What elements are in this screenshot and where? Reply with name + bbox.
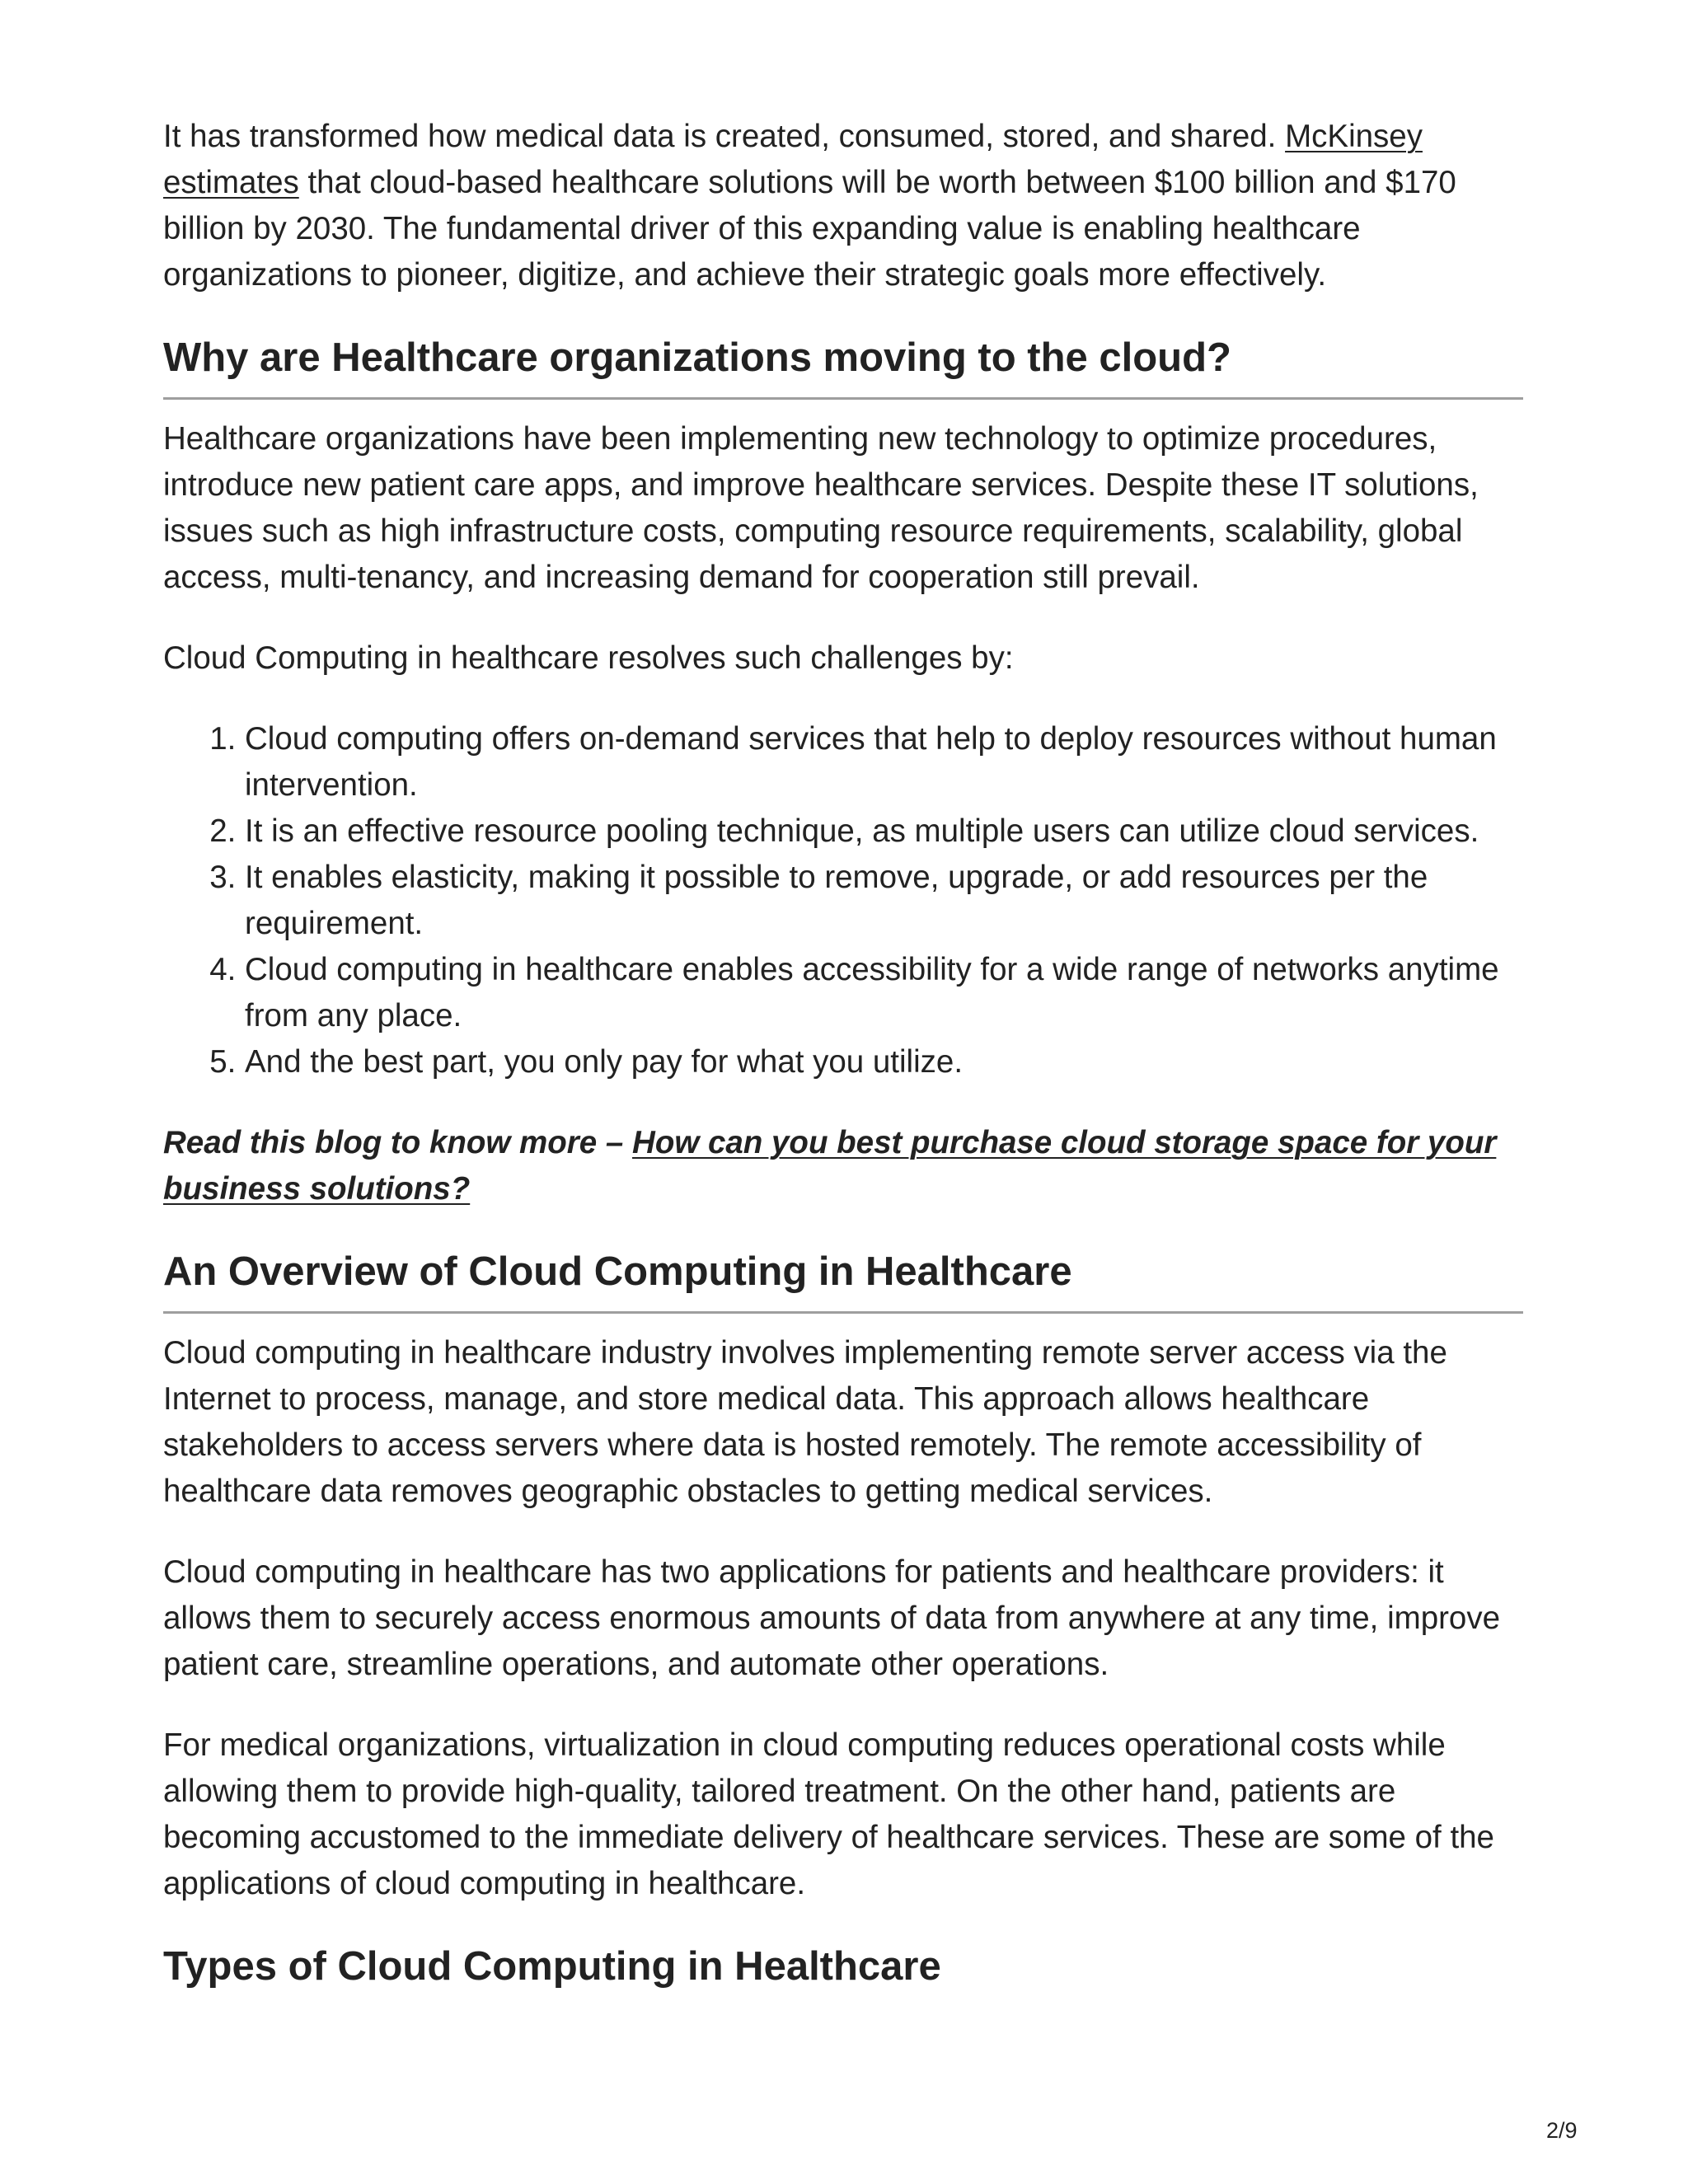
- list-item: 5. And the best part, you only pay for what you utilize.: [245, 1039, 1523, 1085]
- list-item: 2. It is an effective resource pooling technique, as multiple users can utilize cloud services.: [245, 808, 1523, 855]
- section2-paragraph-1: Cloud computing in healthcare industry involves implementing remote server access via the Internet to process, manage, and store medical data. This approach allows healthcare stakeholders to access servers where data is hosted remotely. The remote accessibility of healthcare data removes geographic obstacles to getting medical services.: [163, 1335, 1447, 1509]
- callout-prefix: Read this blog to know more –: [163, 1125, 633, 1160]
- section-heading-why-moving: Why are Healthcare organizations moving to the cloud?: [163, 333, 1523, 400]
- section2-paragraph-3: For medical organizations, virtualization in cloud computing reduces operational costs while allowing them to provide high-quality, tailored treatment. On the other hand, patients are becoming accustomed to the immediate delivery of healthcare services. These are some of the applications of cloud computing in healthcare.: [163, 1727, 1494, 1901]
- intro-paragraph: [163, 114, 1523, 298]
- section1-paragraph-2: Cloud Computing in healthcare resolves such challenges by:: [163, 640, 1014, 676]
- read-more-callout: [163, 1120, 1523, 1212]
- list-item: 3. It enables elasticity, making it possible to remove, upgrade, or add resources per the requirement.: [245, 855, 1523, 947]
- section2-paragraph-2: Cloud computing in healthcare has two applications for patients and healthcare providers: it allows them to securely access enormous amounts of data from anywhere at any time, improve patient care, streamline operations, and automate other operations.: [163, 1554, 1501, 1682]
- intro-text-after-link: that cloud-based healthcare solutions will be worth between $100 billion and $170 billion by 2030. The fundamental driver of this expanding value is enabling healthcare organizations to pioneer, digitize, and achieve their strategic goals more effectively.: [163, 165, 1456, 293]
- list-item: 4. Cloud computing in healthcare enables accessibility for a wide range of networks anytime from any place.: [245, 947, 1523, 1039]
- list-item: 1. Cloud computing offers on-demand services that help to deploy resources without human intervention.: [245, 716, 1523, 808]
- section-heading-types: Types of Cloud Computing in Healthcare: [163, 1944, 941, 1989]
- cloud-storage-blog-link[interactable]: How can you best purchase cloud storage space for your business solutions?: [163, 1125, 1497, 1207]
- section-heading-overview: An Overview of Cloud Computing in Healthcare: [163, 1247, 1523, 1314]
- mckinsey-estimates-link[interactable]: McKinsey estimates: [163, 119, 1423, 200]
- intro-text-before-link: It has transformed how medical data is created, consumed, stored, and shared.: [163, 119, 1286, 154]
- article-body: [163, 114, 1523, 2022]
- benefits-list: [163, 716, 1523, 1085]
- page-number: 2/9: [1546, 2118, 1578, 2143]
- section1-paragraph-1: Healthcare organizations have been implementing new technology to optimize procedures, introduce new patient care apps, and improve healthcare services. Despite these IT solutions, issues such as high infrastructure costs, computing resource requirements, scalability, global access, multi-tenancy, and increasing demand for cooperation still prevail.: [163, 421, 1479, 595]
